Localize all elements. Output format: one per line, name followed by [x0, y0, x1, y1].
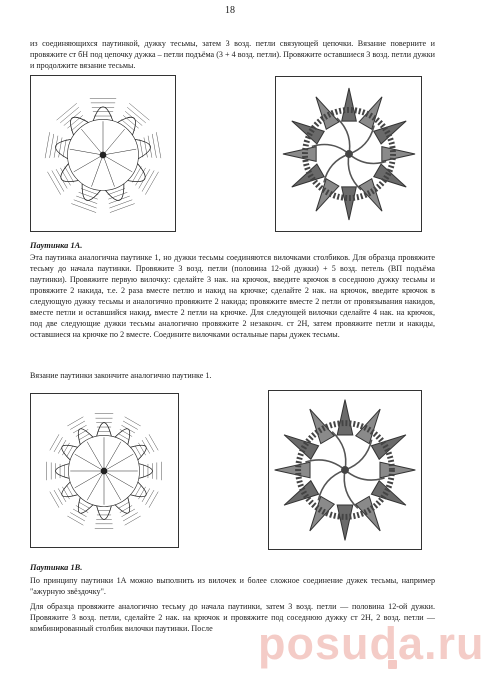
chart-petal-loop: [62, 482, 78, 497]
lace-center: [341, 466, 349, 474]
chart-petal-loop: [62, 445, 78, 460]
chart-spoke: [104, 471, 133, 488]
chart-stitch-mark: [132, 167, 141, 183]
lace-petal: [337, 400, 353, 435]
chart-stitch-mark: [148, 136, 152, 158]
chart-petal-loop: [115, 497, 130, 513]
page-number: 18: [225, 5, 235, 16]
chart-stitch-mark: [58, 488, 66, 501]
chart-spoke: [74, 155, 103, 172]
chart-petal-loop: [97, 423, 112, 437]
chart-stitch-mark: [73, 425, 86, 433]
chart-center: [101, 468, 107, 474]
chart-petal-loop: [139, 464, 153, 479]
chart-stitch-mark: [52, 170, 64, 191]
section-1a-body: Эта паутинка аналогична паутинке 1, но дужки тесьмы соединяются вилочками столбиков. Для образца провяжите тесьму до начала паутинки. Провяжите 3 возд. петли (половина 12-ой дужки) + 5 возд. петель (ВП подъёма паутинки). Провяжите первую вилочку: сделайте 3 нак. на крючок, введите крючок в соседнюю дужку тесьмы и провяжите 2 накида, т.е. 2 раза вместе петлю и накид на крючке; сделайте 2 нак. на крючок, введите крючок в следующую дужку тесьмы и аналогично провяжите 2 накида; провяжите вместе 2 петли от провязывания накидов, вместе петли и оставшийся накид, вместе 2 петли на крючке. Для следующей вилочки сделайте 4 нак. на крючок, под две следующие дужки тесьмы аналогично провяжите 2 незаконч. ст 2Н, затем провяжите петли и накиды, оставшиеся на крючке по 2 вместе. Соедините вилочками остальные пары дужек тесьмы.: [30, 253, 435, 339]
chart-stitch-mark: [50, 134, 54, 158]
chart-petal-loop: [56, 464, 70, 479]
chart-stitch-mark: [74, 200, 97, 208]
chart-stitch-mark: [149, 492, 158, 508]
chart-stitch-mark: [123, 513, 138, 521]
lace-photo-figure-1: [275, 76, 422, 232]
chart-stitch-mark: [123, 421, 138, 429]
chart-stitch-mark: [149, 434, 158, 450]
chart-1-lines: [45, 99, 161, 213]
lace-photo-1-drawing: [276, 77, 421, 231]
crochet-chart-1-drawing: [31, 76, 175, 231]
section-title-1a: Паутинка 1А.: [30, 241, 83, 250]
chart-stitch-mark: [121, 425, 134, 433]
chart-petal-loop: [78, 497, 93, 513]
chart-stitch-mark: [142, 440, 150, 453]
chart-petal-loop: [78, 429, 93, 445]
chart-stitch-mark: [63, 139, 66, 157]
photo-1-lace: [283, 88, 415, 220]
chart-spoke: [104, 442, 121, 471]
chart-stitch-mark: [121, 119, 135, 131]
chart-stitch-mark: [125, 111, 142, 125]
lace-spoke: [332, 432, 346, 470]
chart-petal-loop: [70, 117, 88, 135]
chart-petal-loop: [117, 117, 135, 135]
chart-stitch-mark: [125, 417, 141, 426]
chart-stitch-mark: [60, 168, 70, 186]
chart-stitch-mark: [135, 168, 145, 186]
chart-stitch-mark: [73, 509, 86, 517]
chart-2-lines: [47, 414, 162, 529]
chart-spoke: [104, 471, 121, 500]
chart-stitch-mark: [108, 188, 125, 194]
chart-stitch-mark: [139, 169, 150, 188]
lace-spoke: [337, 118, 350, 154]
chart-stitch-mark: [140, 139, 143, 157]
chart-stitch-mark: [110, 204, 135, 213]
chart-stitch-mark: [156, 132, 161, 158]
lace-center: [345, 150, 353, 158]
chart-stitch-mark: [142, 170, 154, 191]
chart-spoke: [103, 155, 115, 187]
chart-stitch-mark: [58, 440, 66, 453]
intro-paragraph: из соединяющихся паутинкой, дужку тесьмы, затем 3 возд. петли связующей цепочки. Вязание поверните и провяжите ст бН под цепочку дужка – петли подъёма (3 + 4 возд. петли). Провяжите оставшиеся 3 возд. петли дужки и продолжите вязание тесьмы.: [30, 39, 435, 70]
lace-photo-2-drawing: [269, 391, 421, 549]
watermark-logo-mark: [388, 660, 397, 669]
chart-stitch-mark: [81, 188, 98, 194]
lace-petal: [380, 462, 415, 478]
lace-spoke: [312, 145, 349, 154]
chart-center: [100, 152, 106, 158]
lace-spoke: [344, 470, 358, 508]
lace-petal: [342, 187, 357, 220]
lace-petal: [382, 147, 415, 162]
chart-stitch-mark: [71, 119, 85, 131]
chart-petal-loop: [130, 482, 146, 497]
chart-spoke: [104, 454, 133, 471]
lace-petal: [337, 505, 353, 540]
lace-petal: [342, 88, 357, 121]
chart-stitch-mark: [145, 172, 158, 195]
chart-stitch-mark: [50, 492, 59, 508]
section-1a-closing: Вязание паутинки закончите аналогично паутинке 1.: [30, 371, 212, 380]
lace-spoke: [348, 154, 361, 190]
chart-stitch-mark: [146, 490, 154, 505]
chart-petal-loop: [130, 445, 146, 460]
chart-spoke: [103, 149, 136, 155]
chart-stitch-mark: [121, 509, 134, 517]
chart-spoke: [103, 129, 125, 155]
chart-stitch-mark: [109, 200, 132, 208]
lace-spoke: [349, 154, 386, 163]
chart-stitch-mark: [54, 437, 62, 452]
section-1v-body-continued: Для образца провяжите аналогично тесьму до начала паутинки, затем 3 возд. петли — половина 12-ой дужки. Провяжите 3 возд. петли, сделайте 2 нак. на крючок и провяжите под соседнюю дужку ст 2Н, 2 возд. петли — комбинированный столбик вилочки паутинки. После: [30, 602, 435, 633]
chart-petal-loop: [97, 506, 112, 520]
chart-petal-loop: [115, 429, 130, 445]
chart-stitch-mark: [67, 417, 83, 426]
lace-photo-figure-2: [268, 390, 422, 550]
chart-stitch-mark: [65, 167, 74, 183]
chart-spoke: [103, 155, 132, 172]
crochet-chart-figure-1: [30, 75, 176, 232]
chart-spoke: [75, 454, 104, 471]
lace-petal: [275, 462, 310, 478]
chart-spoke: [81, 129, 103, 155]
crochet-chart-2-drawing: [31, 394, 178, 547]
chart-spoke: [91, 155, 103, 187]
chart-stitch-mark: [70, 513, 85, 521]
chart-petal-loop: [93, 107, 113, 121]
lace-spoke: [305, 460, 345, 470]
chart-stitch-mark: [56, 169, 67, 188]
lace-petal: [283, 147, 316, 162]
chart-stitch-mark: [125, 516, 141, 525]
chart-stitch-mark: [54, 136, 58, 158]
chart-stitch-mark: [70, 421, 85, 429]
chart-spoke: [87, 471, 104, 500]
lace-spoke: [318, 470, 345, 500]
chart-stitch-mark: [64, 111, 81, 125]
section-title-1v: Паутинка 1В.: [30, 563, 83, 572]
lace-spoke: [349, 126, 374, 154]
chart-spoke: [87, 442, 104, 471]
site-watermark: posuda.ru: [258, 618, 485, 669]
chart-stitch-mark: [146, 437, 154, 452]
chart-stitch-mark: [45, 132, 50, 158]
photo-2-lace: [275, 400, 416, 541]
chart-stitch-mark: [152, 134, 156, 158]
lace-spoke: [345, 440, 372, 470]
crochet-chart-figure-2: [30, 393, 179, 548]
chart-stitch-mark: [54, 490, 62, 505]
chart-stitch-mark: [47, 172, 60, 195]
chart-stitch-mark: [67, 516, 83, 525]
lace-spoke: [324, 154, 349, 182]
section-1v-body: По принципу паутинки 1А можно выполнить из вилочек и более сложное соединение дужек тесьмы, например "ажурную звёздочку".: [30, 576, 435, 596]
lace-spoke: [345, 470, 385, 480]
chart-stitch-mark: [50, 434, 59, 450]
chart-spoke: [75, 471, 104, 488]
chart-spoke: [70, 149, 103, 155]
chart-stitch-mark: [71, 204, 96, 213]
chart-stitch-mark: [142, 488, 150, 501]
